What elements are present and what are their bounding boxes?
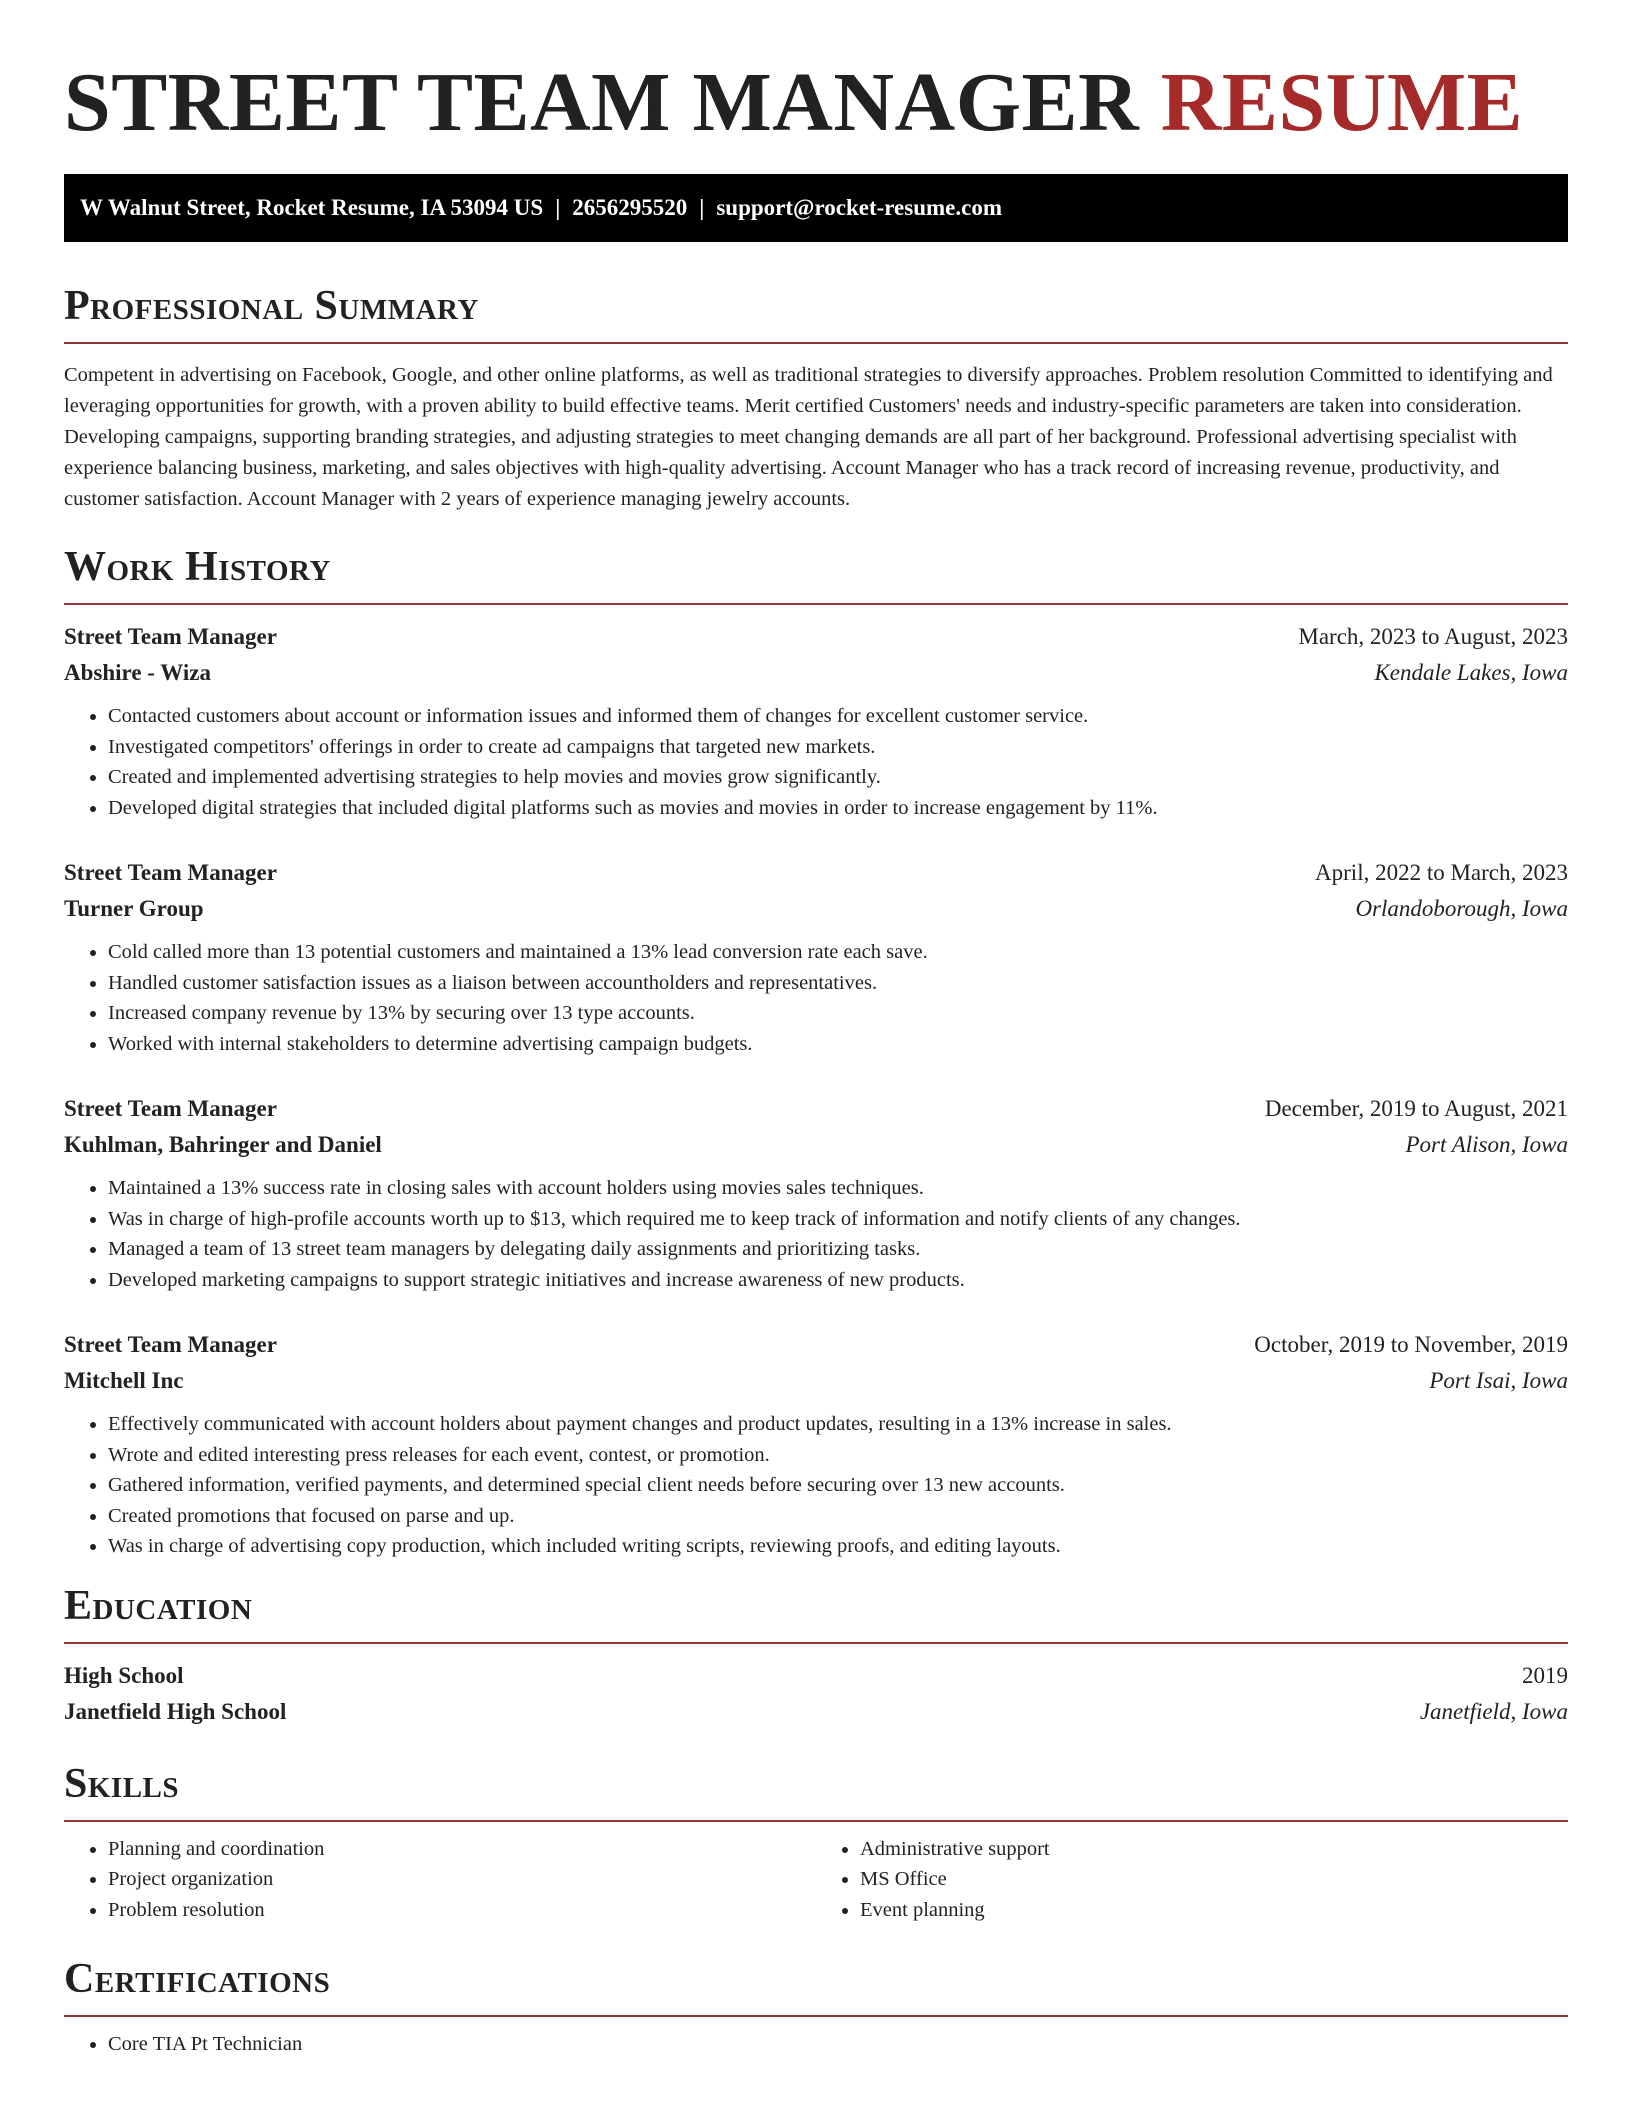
job-bullet: • Developed marketing campaigns to support strategic initiatives and increase awareness of new products.: [108, 1265, 1568, 1296]
job-company: Turner Group: [64, 896, 204, 921]
job-bullet: • Handled customer satisfaction issues as a liaison between accountholders and representatives.: [108, 968, 1568, 999]
education-heading: Education: [64, 1580, 1568, 1644]
contact-phone[interactable]: 2656295520: [572, 195, 688, 220]
job-header-row: [64, 1327, 1568, 1363]
job-bullet: • Cold called more than 13 potential customers and maintained a 13% lead conversion rate each save.: [108, 937, 1568, 968]
job-bullet: • Was in charge of high-profile accounts worth up to $13, which required me to keep track of information and notify clients of any changes.: [108, 1204, 1568, 1235]
job-location: Port Isai, Iowa: [1429, 1368, 1568, 1393]
contact-separator: |: [699, 195, 705, 220]
job-company-row: [64, 891, 1568, 927]
education-year: 2019: [1522, 1662, 1568, 1688]
title-accent: RESUME: [1160, 56, 1524, 149]
job-title: Street Team Manager: [64, 860, 277, 885]
job-bullets: [64, 701, 1568, 823]
job-bullet: • Created promotions that focused on parse and up.: [108, 1501, 1568, 1532]
job-bullet: • Was in charge of advertising copy production, which included writing scripts, reviewing proofs, and editing layouts.: [108, 1531, 1568, 1562]
education-school-row: [64, 1694, 1568, 1730]
skills-column-right: [816, 1834, 1568, 1926]
resume-title: [64, 0, 1568, 154]
contact-address: W Walnut Street, Rocket Resume, IA 53094 US: [80, 195, 544, 220]
certifications-heading: Certifications: [64, 1953, 1568, 2017]
job-bullet: • Increased company revenue by 13% by securing over 13 type accounts.: [108, 998, 1568, 1029]
skill-item: • Planning and coordination: [108, 1834, 816, 1865]
job-location: Kendale Lakes, Iowa: [1374, 660, 1568, 685]
skill-item: • Problem resolution: [108, 1895, 816, 1926]
work-history-heading: Work History: [64, 541, 1568, 605]
job-entry: [64, 855, 1568, 1059]
skill-item: • Administrative support: [860, 1834, 1568, 1865]
job-bullet: • Developed digital strategies that included digital platforms such as movies and movies in order to increase engagement by 11%.: [108, 793, 1568, 824]
job-bullet: • Contacted customers about account or information issues and informed them of changes for excellent customer service.: [108, 701, 1568, 732]
job-dates: October, 2019 to November, 2019: [1254, 1332, 1568, 1357]
job-bullets: [64, 1173, 1568, 1295]
job-bullets: [64, 1409, 1568, 1562]
skills-heading: Skills: [64, 1758, 1568, 1822]
skill-item: • Event planning: [860, 1895, 1568, 1926]
job-bullet: • Worked with internal stakeholders to determine advertising campaign budgets.: [108, 1029, 1568, 1060]
certifications-list: [64, 2029, 1568, 2060]
job-company: Abshire - Wiza: [64, 660, 211, 685]
job-header-row: [64, 855, 1568, 891]
education-location: Janetfield, Iowa: [1419, 1698, 1568, 1724]
contact-email[interactable]: support@rocket-resume.com: [716, 195, 1002, 220]
job-company-row: [64, 655, 1568, 691]
job-location: Orlandoborough, Iowa: [1355, 896, 1568, 921]
job-bullet: • Investigated competitors' offerings in order to create ad campaigns that targeted new markets.: [108, 732, 1568, 763]
job-bullet: • Effectively communicated with account holders about payment changes and product updates, resulting in a 13% increase in sales.: [108, 1409, 1568, 1440]
job-title: Street Team Manager: [64, 1096, 277, 1121]
job-bullets: [64, 937, 1568, 1059]
job-entry: [64, 619, 1568, 823]
education-school: Janetfield High School: [64, 1698, 287, 1724]
skill-item: • Project organization: [108, 1864, 816, 1895]
job-header-row: [64, 619, 1568, 655]
job-header-row: [64, 1091, 1568, 1127]
summary-text: Competent in advertising on Facebook, Google, and other online platforms, as well as traditional strategies to diversify approaches. Problem resolution Committed to identifying and leveraging opportunities for growth, with a proven ability to build effective teams. Merit certified Customers' needs and industry-specific parameters are taken into consideration. Developing campaigns, supporting branding strategies, and adjusting strategies to meet changing demands are all part of her background. Professional advertising specialist with experience balancing business, marketing, and sales objectives with high-quality advertising. Account Manager who has a track record of increasing revenue, productivity, and customer satisfaction. Account Manager with 2 years of experience managing jewelry accounts.: [64, 364, 1553, 510]
job-dates: March, 2023 to August, 2023: [1298, 624, 1568, 649]
skill-item: • MS Office: [860, 1864, 1568, 1895]
education-entry: [64, 1658, 1568, 1730]
contact-bar: [64, 174, 1568, 242]
job-location: Port Alison, Iowa: [1405, 1132, 1568, 1157]
education-degree-row: [64, 1658, 1568, 1694]
job-company: Kuhlman, Bahringer and Daniel: [64, 1132, 382, 1157]
education-degree: High School: [64, 1662, 184, 1688]
skills-grid: [64, 1834, 1568, 1926]
contact-separator: |: [555, 195, 561, 220]
job-entry: [64, 1091, 1568, 1295]
job-entry: [64, 1327, 1568, 1562]
job-bullet: • Gathered information, verified payments, and determined special client needs before securing over 13 new accounts.: [108, 1470, 1568, 1501]
summary-heading: Professional Summary: [64, 280, 1568, 344]
job-dates: December, 2019 to August, 2021: [1264, 1096, 1568, 1121]
skills-column-left: [64, 1834, 816, 1926]
job-bullet: • Managed a team of 13 street team managers by delegating daily assignments and prioritizing tasks.: [108, 1234, 1568, 1265]
job-company: Mitchell Inc: [64, 1368, 184, 1393]
certification-item: • Core TIA Pt Technician: [108, 2029, 1568, 2060]
job-company-row: [64, 1363, 1568, 1399]
job-dates: April, 2022 to March, 2023: [1315, 860, 1568, 885]
job-bullet: • Maintained a 13% success rate in closing sales with account holders using movies sales techniques.: [108, 1173, 1568, 1204]
job-title: Street Team Manager: [64, 1332, 277, 1357]
job-company-row: [64, 1127, 1568, 1163]
job-bullet: • Created and implemented advertising strategies to help movies and movies grow significantly.: [108, 762, 1568, 793]
title-main: STREET TEAM MANAGER: [64, 56, 1140, 149]
job-bullet: • Wrote and edited interesting press releases for each event, contest, or promotion.: [108, 1440, 1568, 1471]
job-title: Street Team Manager: [64, 624, 277, 649]
